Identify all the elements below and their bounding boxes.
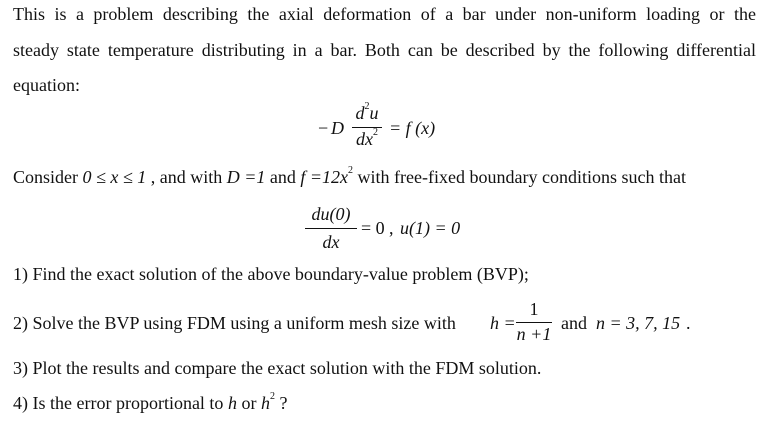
consider-line: Consider 0 ≤ x ≤ 1 , and with D =1 and $f =12x^2$ with free-fixed boundary conditions such that [13, 165, 686, 187]
eq-rhs: = f (x) [389, 118, 436, 138]
bc-comma: , [389, 218, 394, 238]
eq-coef: D [331, 118, 344, 138]
bc-denominator: dx [322, 232, 340, 252]
question-3: 3) Plot the results and compare the exact solution with the FDM solution. [13, 358, 542, 378]
q2-prefix: 2) Solve the BVP using FDM using a uniform mesh size with [13, 313, 456, 333]
eq-denominator: $dx^2$ [356, 127, 378, 149]
bc-rhs-1: = 0 [361, 218, 385, 238]
bc-fraction-bar [305, 228, 357, 229]
q2-h: h = [490, 313, 516, 333]
eq-minus: − [318, 118, 329, 138]
q2-denominator: n +1 [516, 324, 552, 344]
q2-fraction-bar [516, 322, 552, 323]
q2-n-values: n = 3, 7, 15 [596, 313, 681, 333]
intro-line-3: equation: [13, 75, 80, 95]
q2-and: and [561, 313, 587, 333]
q2-numerator: 1 [529, 299, 539, 319]
bc-rhs-2: u(1) = 0 [400, 218, 461, 238]
intro-line-1: This is a problem describing the axial deformation of a bar under non-uniform loading or the [13, 4, 756, 24]
question-1: 1) Find the exact solution of the above boundary-value problem (BVP); [13, 264, 529, 284]
intro-line-2: steady state temperature distributing in a bar. Both can be described by the following differential [13, 40, 756, 60]
q2-period: . [686, 313, 691, 333]
eq-numerator: $d^2u$ [355, 101, 379, 123]
bc-numerator: du(0) [311, 204, 351, 224]
question-4: 4) Is the error proportional to h or $h^2$ ? [13, 391, 288, 413]
